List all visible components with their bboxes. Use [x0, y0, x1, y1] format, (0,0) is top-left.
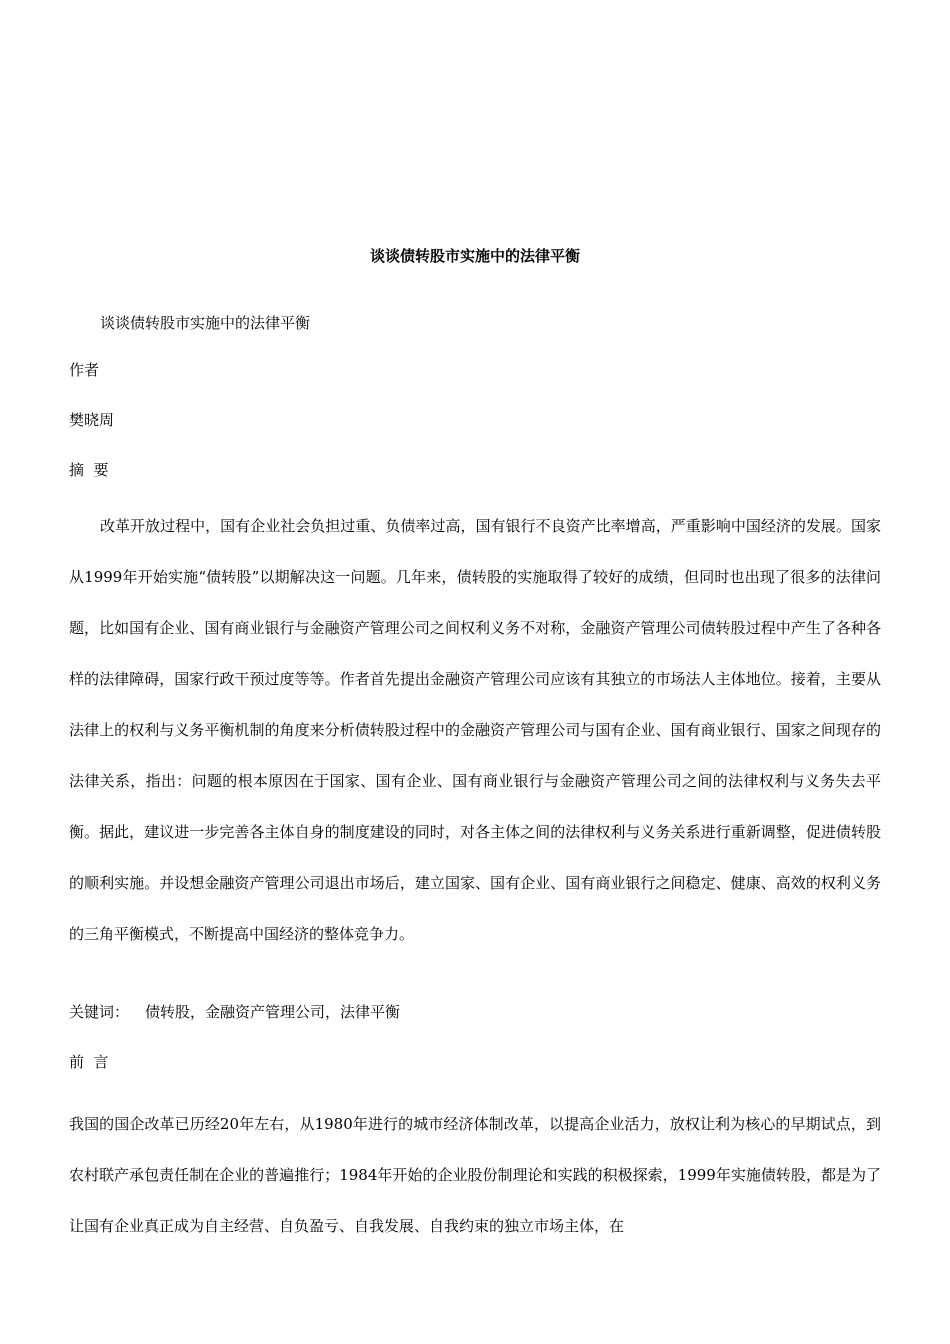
preface-heading: 前 言 — [69, 1053, 109, 1071]
keywords-label: 关键词： — [69, 1003, 130, 1021]
author-label: 作者 — [69, 361, 100, 379]
author-name: 樊晓周 — [69, 411, 115, 429]
document-title: 谈谈债转股市实施中的法律平衡 — [369, 247, 580, 265]
keywords-line — [69, 1001, 400, 1023]
document-subtitle: 谈谈债转股市实施中的法律平衡 — [100, 314, 311, 332]
preface-text: 我国的国企改革已历经20年左右，从1980年进行的城市经济体制改革，以提高企业活力，放权让利为核心的早期试点，到农村联产承包责任制在企业的普遍推行；1984年开始的企业股份制理论和实践的积极探索，1999年实施债转股，都是为了让国有企业真正成为自主经营、自负盈亏、自我发展、自我约束的独立市场主体，在 — [69, 1115, 881, 1235]
abstract-heading: 摘 要 — [69, 461, 109, 479]
keywords-text: 债转股，金融资产管理公司，法律平衡 — [145, 1003, 401, 1021]
abstract-text: 改革开放过程中，国有企业社会负担过重、负债率过高，国有银行不良资产比率增高，严重影响中国经济的发展。国家从1999年开始实施“债转股”以期解决这一问题。几年来，债转股的实施取得了较好的成绩，但同时也出现了很多的法律问题，比如国有企业、国有商业银行与金融资产管理公司之间权利义务不对称，金融资产管理公司债转股过程中产生了各种各样的法律障碍，国家行政干预过度等等。作者首先提出金融资产管理公司应该有其独立的市场法人主体地位。接着，主要从法律上的权利与义务平衡机制的角度来分析债转股过程中的金融资产管理公司与国有企业、国有商业银行、国家之间现存的法律关系，指出：问题的根本原因在于国家、国有企业、国有商业银行与金融资产管理公司之间的法律权利与义务失去平衡。据此，建议进一步完善各主体自身的制度建设的同时，对各主体之间的法律权利与义务关系进行重新调整，促进债转股的顺利实施。并设想金融资产管理公司退出市场后，建立国家、国有企业、国有商业银行之间稳定、健康、高效的权利义务的三角平衡模式，不断提高中国经济的整体竞争力。 — [69, 517, 881, 943]
